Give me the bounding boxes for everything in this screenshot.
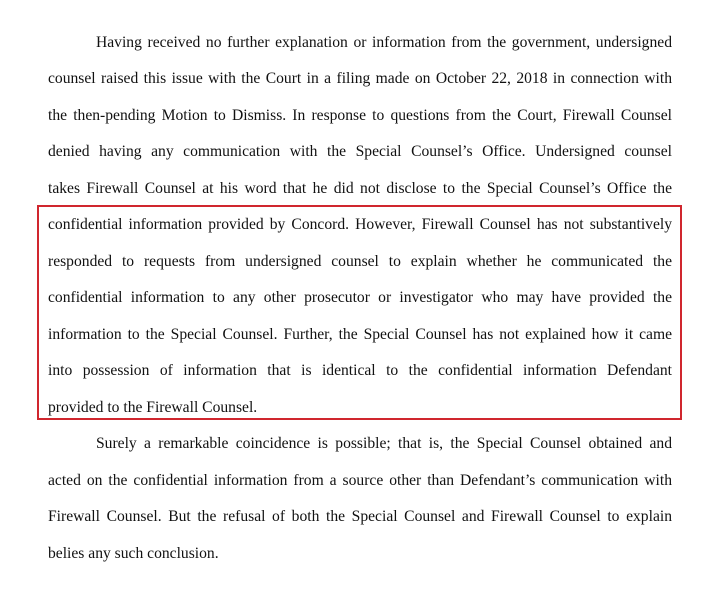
paragraph-line: information to the Special Counsel. Further, the Special Counsel has not explained how it came <box>48 326 672 343</box>
paragraph-line: Firewall Counsel. But the refusal of both the Special Counsel and Firewall Counsel to explain <box>48 508 672 525</box>
paragraph-line: confidential information provided by Concord. However, Firewall Counsel has not substantively <box>48 216 672 233</box>
paragraph-line: denied having any communication with the Special Counsel’s Office. Undersigned counsel <box>48 143 672 160</box>
paragraph-line: takes Firewall Counsel at his word that he did not disclose to the Special Counsel’s Office the <box>48 180 672 197</box>
red-highlight-box <box>37 205 682 420</box>
paragraph-line: counsel raised this issue with the Court in a filing made on October 22, 2018 in connection with <box>48 70 672 87</box>
paragraph-line: Surely a remarkable coincidence is possible; that is, the Special Counsel obtained and <box>96 435 672 452</box>
paragraph-line: belies any such conclusion. <box>48 545 219 562</box>
paragraph-line: confidential information to any other prosecutor or investigator who may have provided the <box>48 289 672 306</box>
paragraph-line: provided to the Firewall Counsel. <box>48 399 258 416</box>
paragraph-line: acted on the confidential information from a source other than Defendant’s communication with <box>48 472 672 489</box>
paragraph-line: the then-pending Motion to Dismiss. In response to questions from the Court, Firewall Counsel <box>48 107 672 124</box>
paragraph-line: responded to requests from undersigned counsel to explain whether he communicated the <box>48 253 672 270</box>
paragraph-line: into possession of information that is identical to the confidential information Defendant <box>48 362 672 379</box>
paragraph-line: Having received no further explanation or information from the government, undersigned <box>96 34 672 51</box>
